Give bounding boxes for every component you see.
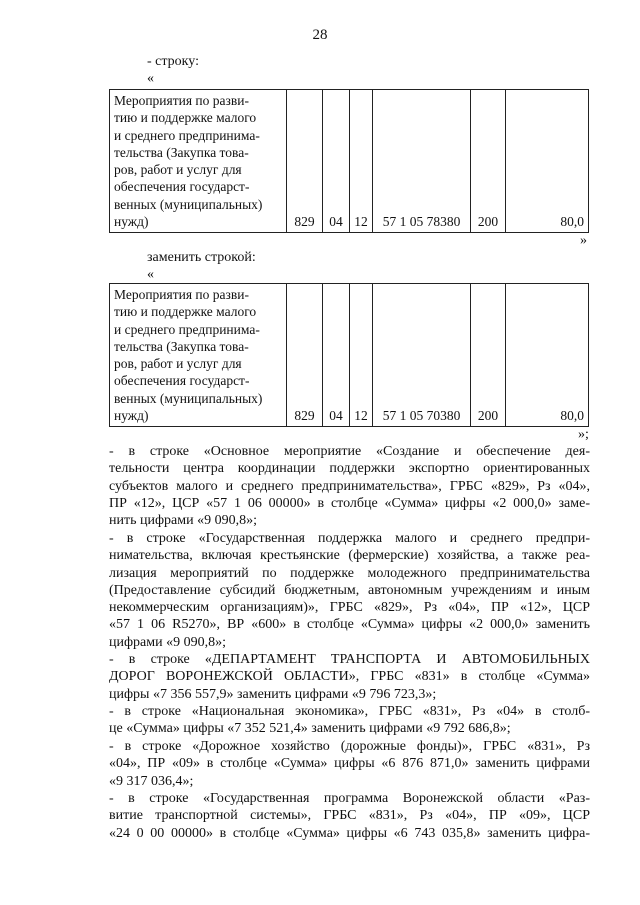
- paragraph-line: некоммерческим организациям)», ГРБС «829», Рз «04», ПР «12», ЦСР: [109, 600, 590, 616]
- old-row-table: [109, 89, 589, 233]
- paragraph-line: - в строке «Основное мероприятие «Создание и обеспечение дея-: [109, 444, 590, 459]
- open-quote-1: «: [147, 71, 154, 86]
- old-row-pr: 12: [350, 90, 373, 233]
- paragraph-line: - в строке «Национальная экономика», ГРБС «831», Рз «04» в столб-: [109, 704, 590, 719]
- paragraph-line: тельности центра координации поддержки экспортно ориентированных: [109, 461, 590, 477]
- paragraph-line: ПР «12», ЦСР «57 1 06 00000» в столбце «Сумма» цифры «2 000,0» заме-: [109, 495, 590, 511]
- paragraph-5: [109, 738, 590, 790]
- paragraph-line: ДОРОГ ВОРОНЕЖСКОЙ ОБЛАСТИ», ГРБС «831» в столбце «Сумма»: [109, 669, 590, 685]
- paragraph-line: витие транспортной системы», ГРБС «831», Рз «04», ПР «09», ЦСР: [109, 808, 590, 824]
- new-row-description: Мероприятия по разви- тию и поддержке малого и среднего предпринима- тельства (Закупка това- ров, работ и услуг для обеспечения государст- венных (муниципальных) нужд): [110, 284, 287, 427]
- old-row-csr: 57 1 05 78380: [373, 90, 471, 233]
- old-row-description: Мероприятия по разви- тию и поддержке малого и среднего предпринима- тельства (Закупка това- ров, работ и услуг для обеспечения государст- венных (муниципальных) нужд): [110, 90, 287, 233]
- old-row-grbs: 829: [287, 90, 323, 233]
- paragraph-line: лизация мероприятий по поддержке молодежного предпринимательства: [109, 565, 590, 581]
- paragraph-line: «9 317 036,4»;: [109, 773, 194, 789]
- paragraph-line: - в строке «Государственная программа Воронежской области «Раз-: [109, 791, 590, 806]
- paragraph-line: субъектов малого и среднего предпринимательства», ГРБС «829», Рз «04»,: [109, 478, 590, 494]
- paragraph-4: [109, 703, 590, 738]
- new-row-pr: 12: [350, 284, 373, 427]
- paragraph-line: нить цифрами «9 090,8»;: [109, 513, 257, 529]
- old-row-sum: 80,0: [506, 90, 589, 233]
- page-number: 28: [312, 27, 328, 43]
- paragraph-line: «57 1 06 R5270», ВР «600» в столбце «Сумма» цифры «2 000,0» заменить: [109, 617, 590, 633]
- close-quote-2: »;: [578, 427, 589, 442]
- new-row-rz: 04: [323, 284, 350, 427]
- new-row-grbs: 829: [287, 284, 323, 427]
- paragraph-2: [109, 530, 590, 651]
- paragraph-line: (Предоставление субсидий бюджетным, автономным учреждениям и иным: [109, 582, 590, 598]
- paragraph-1: [109, 443, 590, 529]
- old-row-rz: 04: [323, 90, 350, 233]
- paragraph-line: «24 0 00 00000» в столбце «Сумма» цифры «6 743 035,8» заменить цифра-: [109, 825, 590, 841]
- new-row-table: [109, 283, 589, 427]
- new-row-csr: 57 1 05 70380: [373, 284, 471, 427]
- paragraph-line: це «Сумма» цифры «7 352 521,4» заменить цифрами «9 792 686,8»;: [109, 721, 511, 737]
- paragraph-line: нимательства, включая крестьянские (фермерские) хозяйства, а также реа-: [109, 548, 590, 564]
- paragraph-line: цифры «7 356 557,9» заменить цифрами «9 796 723,3»;: [109, 686, 437, 702]
- open-quote-2: «: [147, 267, 154, 282]
- paragraph-3: [109, 651, 590, 703]
- paragraph-line: - в строке «Дорожное хозяйство (дорожные фонды)», ГРБС «831», Рз: [109, 739, 590, 754]
- replace-label: заменить строкой:: [147, 250, 256, 265]
- paragraph-line: - в строке «ДЕПАРТАМЕНТ ТРАНСПОРТА И АВТОМОБИЛЬНЫХ: [109, 652, 590, 667]
- paragraph-6: [109, 790, 590, 842]
- new-row-vr: 200: [471, 284, 506, 427]
- paragraph-line: «04», ПР «09» в столбце «Сумма» цифры «6 876 871,0» заменить цифрами: [109, 756, 590, 772]
- paragraph-line: - в строке «Государственная поддержка малого и среднего предпри-: [109, 531, 590, 546]
- new-row-sum: 80,0: [506, 284, 589, 427]
- close-quote-1: »: [580, 233, 587, 248]
- old-row-vr: 200: [471, 90, 506, 233]
- paragraph-line: цифрами «9 090,8»;: [109, 634, 227, 650]
- intro-label: - строку:: [147, 54, 199, 69]
